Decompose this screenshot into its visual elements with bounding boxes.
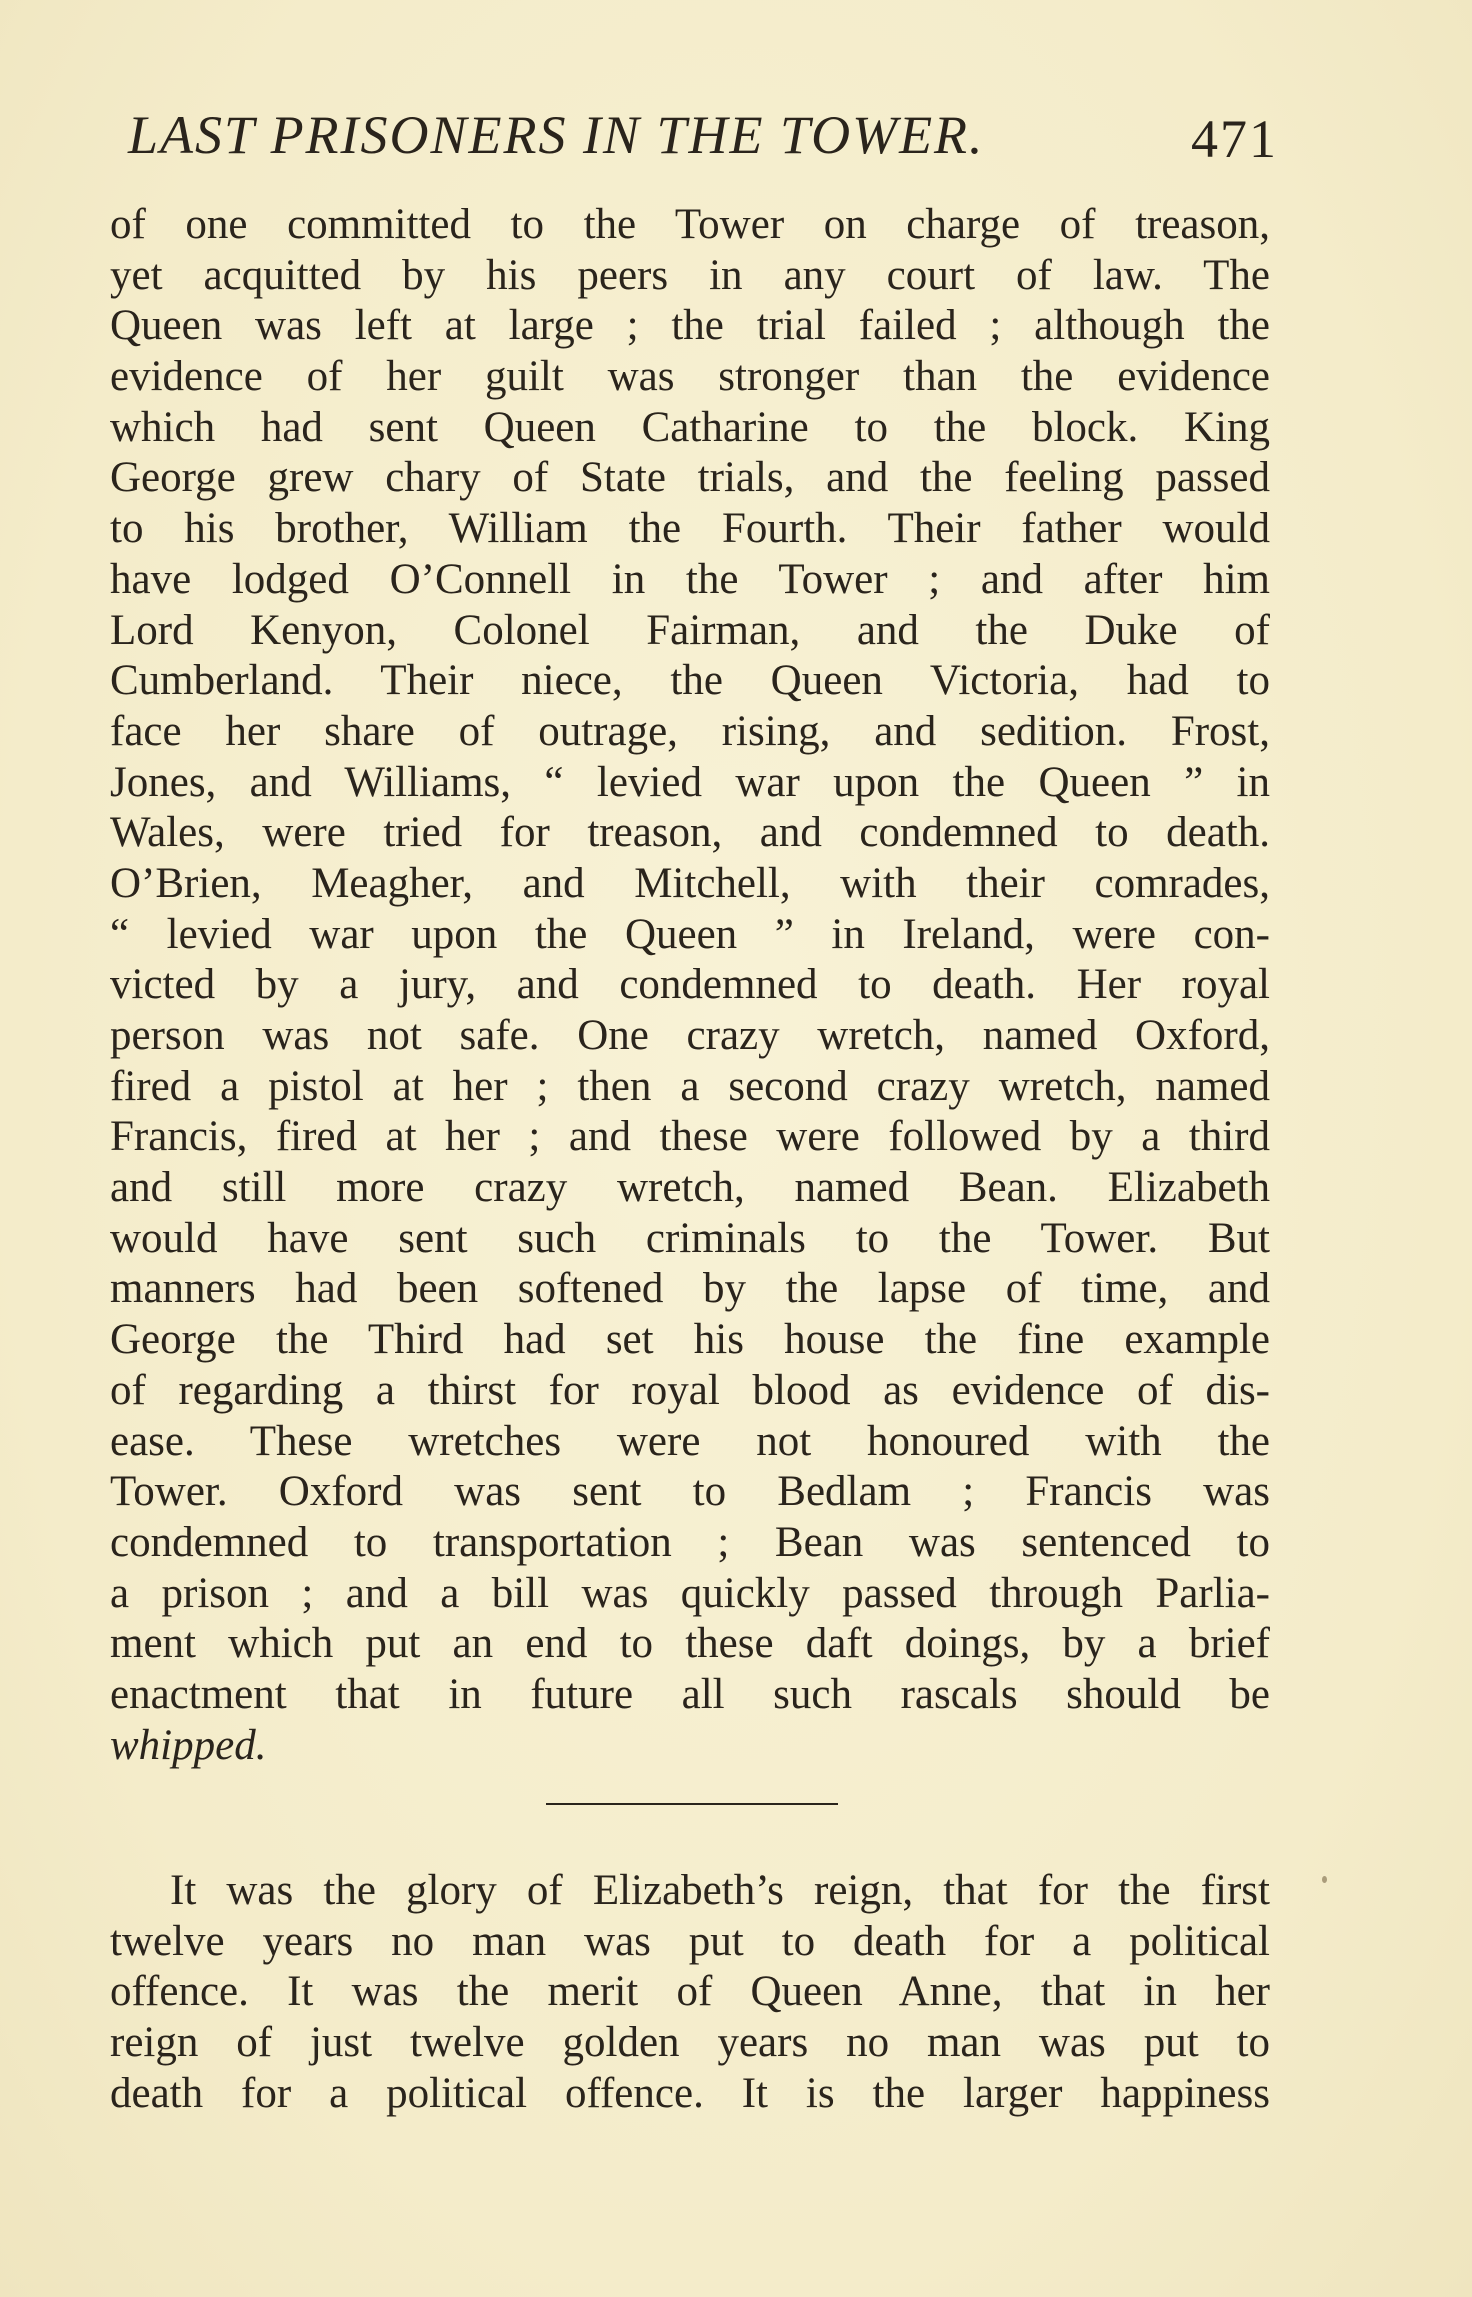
text-line: have lodged O’Connell in the Tower ; and after him bbox=[110, 555, 1270, 603]
text-line: Queen was left at large ; the trial failed ; although the bbox=[110, 302, 1270, 350]
text-line: person was not safe. One crazy wretch, named Oxford, bbox=[110, 1012, 1270, 1059]
text-line: death for a political offence. It is the larger happiness bbox=[110, 2069, 1270, 2117]
text-line: Francis, fired at her ; and these were followed by a third bbox=[110, 1113, 1270, 1161]
text-line: of regarding a thirst for royal blood as evidence of dis- bbox=[110, 1366, 1270, 1414]
text-line: ease. These wretches were not honoured with the bbox=[110, 1417, 1270, 1465]
text-line: twelve years no man was put to death for a political bbox=[110, 1917, 1270, 1965]
text-line: Cumberland. Their niece, the Queen Victoria, had to bbox=[110, 657, 1270, 705]
text-line: Wales, were tried for treason, and condemned to death. bbox=[110, 809, 1270, 857]
text-line: face her share of outrage, rising, and sedition. Frost, bbox=[110, 707, 1270, 755]
text-line: fired a pistol at her ; then a second crazy wretch, named bbox=[110, 1062, 1270, 1110]
final-italic-word: whipped. bbox=[110, 1721, 267, 1769]
running-head bbox=[128, 100, 1278, 170]
text-line: would have sent such criminals to the Tower. But bbox=[110, 1214, 1270, 1262]
text-line: offence. It was the merit of Queen Anne, that in her bbox=[110, 1968, 1270, 2016]
text-line: evidence of her guilt was stronger than the evidence bbox=[110, 353, 1270, 401]
text-line: Jones, and Williams, “ levied war upon the Queen ” in bbox=[110, 758, 1270, 806]
section-divider bbox=[546, 1803, 838, 1805]
text-line: O’Brien, Meagher, and Mitchell, with their comrades, bbox=[110, 859, 1270, 907]
running-title: LAST PRISONERS IN THE TOWER. bbox=[128, 105, 985, 165]
text-line: Tower. Oxford was sent to Bedlam ; Francis was bbox=[110, 1468, 1270, 1516]
text-line: a prison ; and a bill was quickly passed through Parlia- bbox=[110, 1569, 1270, 1617]
text-line: Lord Kenyon, Colonel Fairman, and the Duke of bbox=[110, 606, 1270, 654]
text-line: and still more crazy wretch, named Bean. Elizabeth bbox=[110, 1164, 1270, 1212]
text-line: “ levied war upon the Queen ” in Ireland, were con- bbox=[110, 910, 1270, 958]
text-line: victed by a jury, and condemned to death. Her royal bbox=[110, 961, 1270, 1009]
text-line: George grew chary of State trials, and the feeling passed bbox=[110, 454, 1270, 502]
text-line: ment which put an end to these daft doings, by a brief bbox=[110, 1620, 1270, 1668]
text-line: George the Third had set his house the fine example bbox=[110, 1316, 1270, 1364]
text-line: to his brother, William the Fourth. Their father would bbox=[110, 505, 1270, 553]
text-line: yet acquitted by his peers in any court of law. The bbox=[110, 251, 1270, 299]
text-line: condemned to transportation ; Bean was sentenced to bbox=[110, 1518, 1270, 1566]
text-line: It was the glory of Elizabeth’s reign, that for the first bbox=[170, 1867, 1270, 1914]
text-line: which had sent Queen Catharine to the block. King bbox=[110, 403, 1270, 451]
paragraph-2 bbox=[110, 1866, 1270, 2119]
page-number: 471 bbox=[1191, 109, 1278, 169]
text-line: enactment that in future all such rascals should be bbox=[110, 1670, 1270, 1718]
text-line: manners had been softened by the lapse of time, and bbox=[110, 1265, 1270, 1313]
text-line: of one committed to the Tower on charge of treason, bbox=[110, 201, 1270, 248]
paragraph-1 bbox=[110, 200, 1270, 1771]
paper-speck bbox=[1322, 1876, 1327, 1883]
text-line: reign of just twelve golden years no man was put to bbox=[110, 2019, 1270, 2067]
